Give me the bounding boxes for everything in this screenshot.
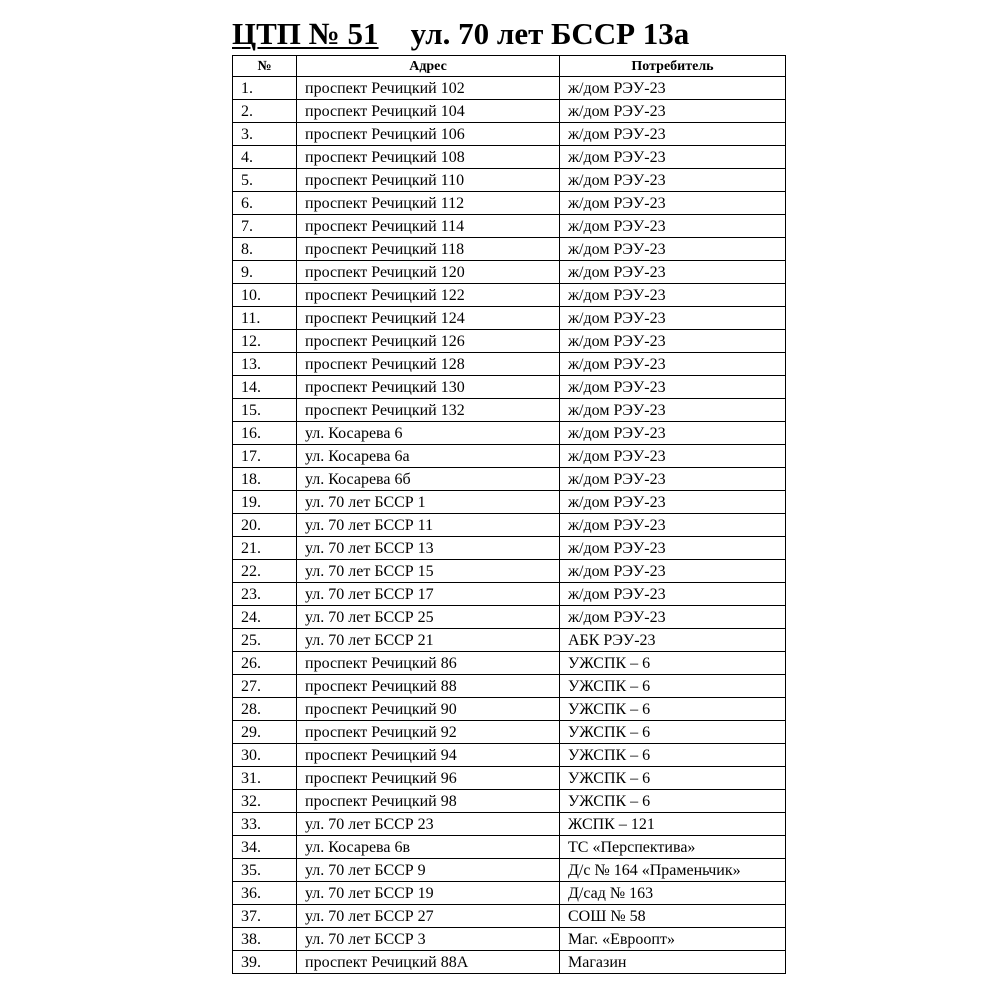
row-number: 6. (233, 192, 297, 215)
row-consumer: ж/дом РЭУ-23 (560, 537, 786, 560)
row-address: ул. 70 лет БССР 23 (297, 813, 560, 836)
table-row (233, 422, 786, 445)
row-address: ул. Косарева 6а (297, 445, 560, 468)
row-address: ул. 70 лет БССР 27 (297, 905, 560, 928)
row-number: 30. (233, 744, 297, 767)
row-consumer: ж/дом РЭУ-23 (560, 445, 786, 468)
row-address: проспект Речицкий 122 (297, 284, 560, 307)
row-consumer: ж/дом РЭУ-23 (560, 514, 786, 537)
row-number: 38. (233, 928, 297, 951)
table-row (233, 215, 786, 238)
row-number: 13. (233, 353, 297, 376)
row-consumer: ТС «Перспектива» (560, 836, 786, 859)
row-consumer: ж/дом РЭУ-23 (560, 422, 786, 445)
row-number: 25. (233, 629, 297, 652)
table-row (233, 698, 786, 721)
table-row (233, 675, 786, 698)
table-row (233, 583, 786, 606)
table-row (233, 146, 786, 169)
row-address: ул. Косарева 6 (297, 422, 560, 445)
row-address: проспект Речицкий 124 (297, 307, 560, 330)
row-number: 10. (233, 284, 297, 307)
row-consumer: ж/дом РЭУ-23 (560, 376, 786, 399)
table-row (233, 905, 786, 928)
table-row (233, 353, 786, 376)
row-consumer: АБК РЭУ-23 (560, 629, 786, 652)
row-consumer: ж/дом РЭУ-23 (560, 77, 786, 100)
row-address: ул. 70 лет БССР 21 (297, 629, 560, 652)
table-row (233, 767, 786, 790)
row-number: 3. (233, 123, 297, 146)
row-address: проспект Речицкий 128 (297, 353, 560, 376)
row-number: 33. (233, 813, 297, 836)
table-row (233, 928, 786, 951)
row-consumer: ж/дом РЭУ-23 (560, 169, 786, 192)
row-number: 7. (233, 215, 297, 238)
row-consumer: ж/дом РЭУ-23 (560, 353, 786, 376)
header-consumer: Потребитель (560, 56, 786, 77)
row-consumer: УЖСПК – 6 (560, 675, 786, 698)
table-row (233, 836, 786, 859)
row-address: проспект Речицкий 88А (297, 951, 560, 974)
row-address: проспект Речицкий 130 (297, 376, 560, 399)
row-address: проспект Речицкий 118 (297, 238, 560, 261)
page-title (232, 14, 689, 54)
row-number: 37. (233, 905, 297, 928)
row-consumer: УЖСПК – 6 (560, 744, 786, 767)
row-address: ул. 70 лет БССР 25 (297, 606, 560, 629)
row-consumer: УЖСПК – 6 (560, 721, 786, 744)
row-address: ул. 70 лет БССР 19 (297, 882, 560, 905)
row-address: проспект Речицкий 110 (297, 169, 560, 192)
row-consumer: Д/с № 164 «Праменьчик» (560, 859, 786, 882)
row-address: проспект Речицкий 108 (297, 146, 560, 169)
row-number: 26. (233, 652, 297, 675)
row-number: 27. (233, 675, 297, 698)
row-number: 32. (233, 790, 297, 813)
row-address: проспект Речицкий 96 (297, 767, 560, 790)
row-number: 20. (233, 514, 297, 537)
row-address: проспект Речицкий 104 (297, 100, 560, 123)
table-row (233, 560, 786, 583)
table-row (233, 284, 786, 307)
table-row (233, 77, 786, 100)
table-row (233, 123, 786, 146)
row-number: 4. (233, 146, 297, 169)
row-number: 2. (233, 100, 297, 123)
row-consumer: УЖСПК – 6 (560, 698, 786, 721)
row-number: 14. (233, 376, 297, 399)
row-address: проспект Речицкий 98 (297, 790, 560, 813)
row-consumer: Д/сад № 163 (560, 882, 786, 905)
row-consumer: ж/дом РЭУ-23 (560, 192, 786, 215)
row-number: 21. (233, 537, 297, 560)
row-address: ул. 70 лет БССР 1 (297, 491, 560, 514)
table-row (233, 399, 786, 422)
table-row (233, 330, 786, 353)
row-consumer: ж/дом РЭУ-23 (560, 284, 786, 307)
table-row (233, 790, 786, 813)
table-row (233, 468, 786, 491)
table-row (233, 100, 786, 123)
row-number: 8. (233, 238, 297, 261)
table-row (233, 169, 786, 192)
row-number: 24. (233, 606, 297, 629)
table-row (233, 629, 786, 652)
table-row (233, 514, 786, 537)
row-number: 29. (233, 721, 297, 744)
row-consumer: ж/дом РЭУ-23 (560, 330, 786, 353)
table-row (233, 537, 786, 560)
row-number: 19. (233, 491, 297, 514)
table-row (233, 307, 786, 330)
title-address: ул. 70 лет БССР 13а (410, 16, 690, 51)
table-row (233, 882, 786, 905)
table-row (233, 491, 786, 514)
table-header-row (233, 56, 786, 77)
table-row (233, 192, 786, 215)
row-address: проспект Речицкий 86 (297, 652, 560, 675)
row-consumer: Маг. «Евроопт» (560, 928, 786, 951)
row-address: проспект Речицкий 102 (297, 77, 560, 100)
row-consumer: ж/дом РЭУ-23 (560, 123, 786, 146)
consumers-table (232, 55, 786, 974)
row-address: ул. 70 лет БССР 3 (297, 928, 560, 951)
row-address: проспект Речицкий 126 (297, 330, 560, 353)
row-consumer: ж/дом РЭУ-23 (560, 606, 786, 629)
row-consumer: ЖСПК – 121 (560, 813, 786, 836)
row-address: проспект Речицкий 114 (297, 215, 560, 238)
row-number: 15. (233, 399, 297, 422)
row-address: проспект Речицкий 112 (297, 192, 560, 215)
row-consumer: УЖСПК – 6 (560, 790, 786, 813)
table-row (233, 376, 786, 399)
row-consumer: УЖСПК – 6 (560, 652, 786, 675)
row-address: проспект Речицкий 94 (297, 744, 560, 767)
row-consumer: ж/дом РЭУ-23 (560, 146, 786, 169)
row-consumer: ж/дом РЭУ-23 (560, 215, 786, 238)
row-address: ул. 70 лет БССР 13 (297, 537, 560, 560)
row-number: 18. (233, 468, 297, 491)
row-address: проспект Речицкий 106 (297, 123, 560, 146)
table-row (233, 951, 786, 974)
row-address: ул. 70 лет БССР 11 (297, 514, 560, 537)
table-row (233, 261, 786, 284)
table-row (233, 652, 786, 675)
row-number: 17. (233, 445, 297, 468)
row-consumer: ж/дом РЭУ-23 (560, 399, 786, 422)
row-address: проспект Речицкий 132 (297, 399, 560, 422)
row-consumer: ж/дом РЭУ-23 (560, 468, 786, 491)
row-number: 31. (233, 767, 297, 790)
row-number: 34. (233, 836, 297, 859)
row-number: 1. (233, 77, 297, 100)
row-number: 39. (233, 951, 297, 974)
row-consumer: УЖСПК – 6 (560, 767, 786, 790)
row-number: 11. (233, 307, 297, 330)
row-number: 9. (233, 261, 297, 284)
row-consumer: ж/дом РЭУ-23 (560, 100, 786, 123)
header-address: Адрес (297, 56, 560, 77)
row-consumer: СОШ № 58 (560, 905, 786, 928)
row-consumer: ж/дом РЭУ-23 (560, 307, 786, 330)
row-consumer: ж/дом РЭУ-23 (560, 491, 786, 514)
row-number: 28. (233, 698, 297, 721)
table-row (233, 721, 786, 744)
row-consumer: ж/дом РЭУ-23 (560, 583, 786, 606)
header-number: № (233, 56, 297, 77)
row-consumer: Магазин (560, 951, 786, 974)
row-consumer: ж/дом РЭУ-23 (560, 238, 786, 261)
row-address: ул. 70 лет БССР 9 (297, 859, 560, 882)
table-row (233, 445, 786, 468)
row-number: 12. (233, 330, 297, 353)
row-address: ул. Косарева 6б (297, 468, 560, 491)
title-station: ЦТП № 51 (232, 16, 379, 51)
row-number: 5. (233, 169, 297, 192)
row-address: проспект Речицкий 88 (297, 675, 560, 698)
row-address: проспект Речицкий 120 (297, 261, 560, 284)
row-address: ул. 70 лет БССР 17 (297, 583, 560, 606)
row-consumer: ж/дом РЭУ-23 (560, 261, 786, 284)
table-row (233, 606, 786, 629)
row-address: ул. Косарева 6в (297, 836, 560, 859)
table-row (233, 238, 786, 261)
row-number: 16. (233, 422, 297, 445)
table-body (233, 77, 786, 974)
table-row (233, 859, 786, 882)
row-consumer: ж/дом РЭУ-23 (560, 560, 786, 583)
row-number: 35. (233, 859, 297, 882)
row-address: проспект Речицкий 92 (297, 721, 560, 744)
row-number: 22. (233, 560, 297, 583)
row-address: ул. 70 лет БССР 15 (297, 560, 560, 583)
table-row (233, 744, 786, 767)
row-number: 36. (233, 882, 297, 905)
row-address: проспект Речицкий 90 (297, 698, 560, 721)
table-row (233, 813, 786, 836)
row-number: 23. (233, 583, 297, 606)
